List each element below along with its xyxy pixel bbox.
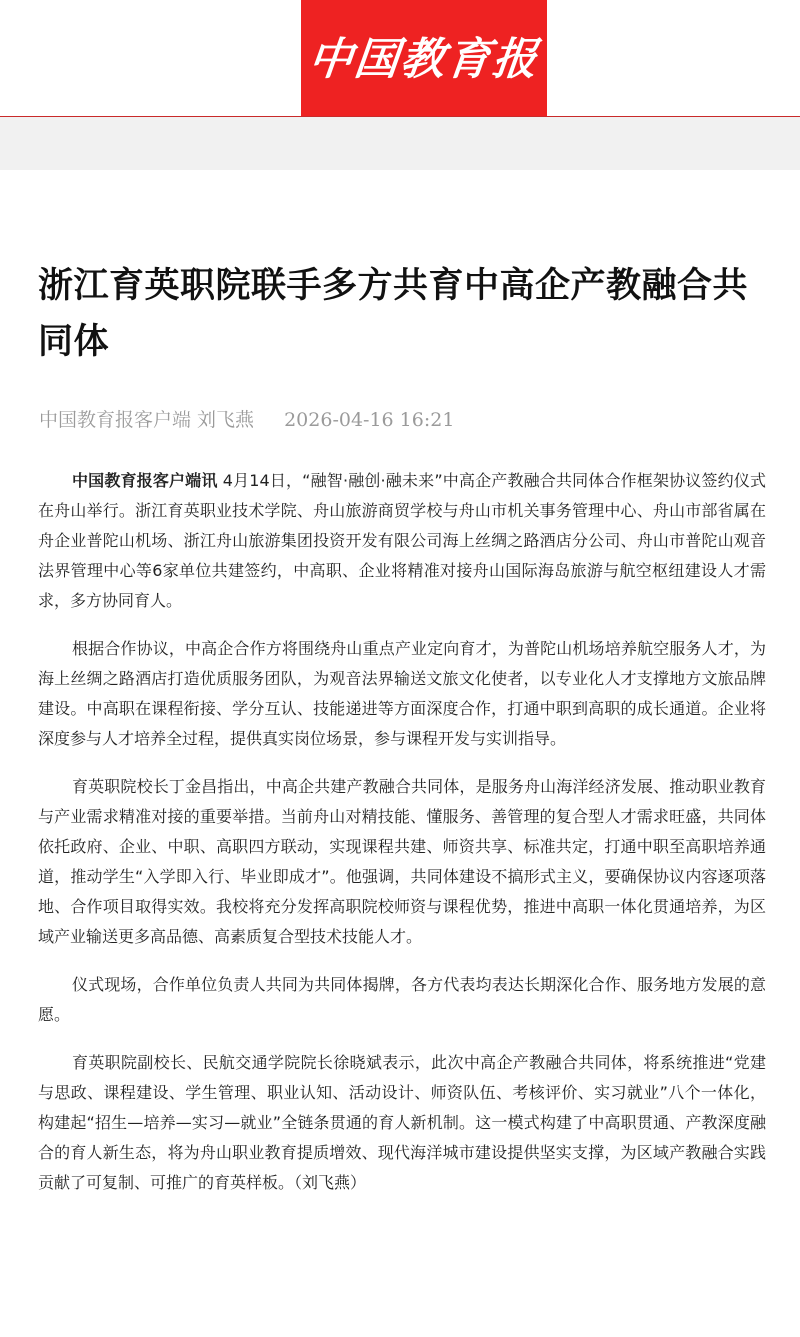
lead-source: 中国教育报客户端讯 — [72, 471, 218, 490]
article-byline — [39, 408, 759, 432]
article-paragraph — [38, 466, 766, 616]
article-paragraph: 育英职院副校长、民航交通学院院长徐晓斌表示，此次中高企产教融合共同体，将系统推进“党建与思政、课程建设、学生管理、职业认知、活动设计、师资队伍、考核评价、实习就业”八个一体化，构建起“招生—培养—实习—就业”全链条贯通的育人新机制。这一模式构建了中高职贯通、产教深度融合的育人新生态，将为舟山职业教育提质增效、现代海洋城市建设提供坚实支撑，为区域产教融合实践贡献了可复制、可推广的育英样板。（刘飞燕） — [38, 1053, 766, 1192]
header-divider-band — [0, 117, 800, 170]
newspaper-logo[interactable] — [301, 0, 547, 116]
article-headline: 浙江育英职院联手多方共育中高企产教融合共同体 — [38, 266, 749, 362]
article-body — [38, 466, 766, 1216]
logo-text: 中国教育报 — [305, 34, 542, 85]
byline-datetime: 2026-04-16 16:21 — [284, 409, 455, 431]
byline-source-author: 中国教育报客户端 刘飞燕 — [39, 409, 255, 431]
masthead — [0, 0, 800, 117]
article-paragraph: 根据合作协议，中高企合作方将围绕舟山重点产业定向育才，为普陀山机场培养航空服务人才，为海上丝绸之路酒店打造优质服务团队，为观音法界输送文旅文化使者，以专业化人才支撑地方文旅品牌建设。中高职在课程衔接、学分互认、技能递进等方面深度合作，打通中职到高职的成长通道。企业将深度参与人才培养全过程，提供真实岗位场景，参与课程开发与实训指导。 — [38, 639, 766, 748]
article-paragraph: 育英职院校长丁金昌指出，中高企共建产教融合共同体，是服务舟山海洋经济发展、推动职业教育与产业需求精准对接的重要举措。当前舟山对精技能、懂服务、善管理的复合型人才需求旺盛，共同体依托政府、企业、中职、高职四方联动，实现课程共建、师资共享、标准共定，打通中职至高职培养通道，推动学生“入学即入行、毕业即成才”。他强调，共同体建设不搞形式主义，要确保协议内容逐项落地、合作项目取得实效。我校将充分发挥高职院校师资与课程优势，推进中高职一体化贯通培养，为区域产业输送更多高品德、高素质复合型技术技能人才。 — [38, 777, 766, 946]
article-paragraph: 仪式现场，合作单位负责人共同为共同体揭牌，各方代表均表达长期深化合作、服务地方发展的意愿。 — [38, 975, 766, 1024]
paragraph-text: 4月14日，“融智·融创·融未来”中高企产教融合共同体合作框架协议签约仪式在舟山举行。浙江育英职业技术学院、舟山旅游商贸学校与舟山市机关事务管理中心、舟山市部省属在舟企业普陀山机场、浙江舟山旅游集团投资开发有限公司海上丝绸之路酒店分公司、舟山市普陀山观音法界管理中心等6家单位共建签约，中高职、企业将精准对接舟山国际海岛旅游与航空枢纽建设人才需求，多方协同育人。 — [38, 471, 766, 610]
